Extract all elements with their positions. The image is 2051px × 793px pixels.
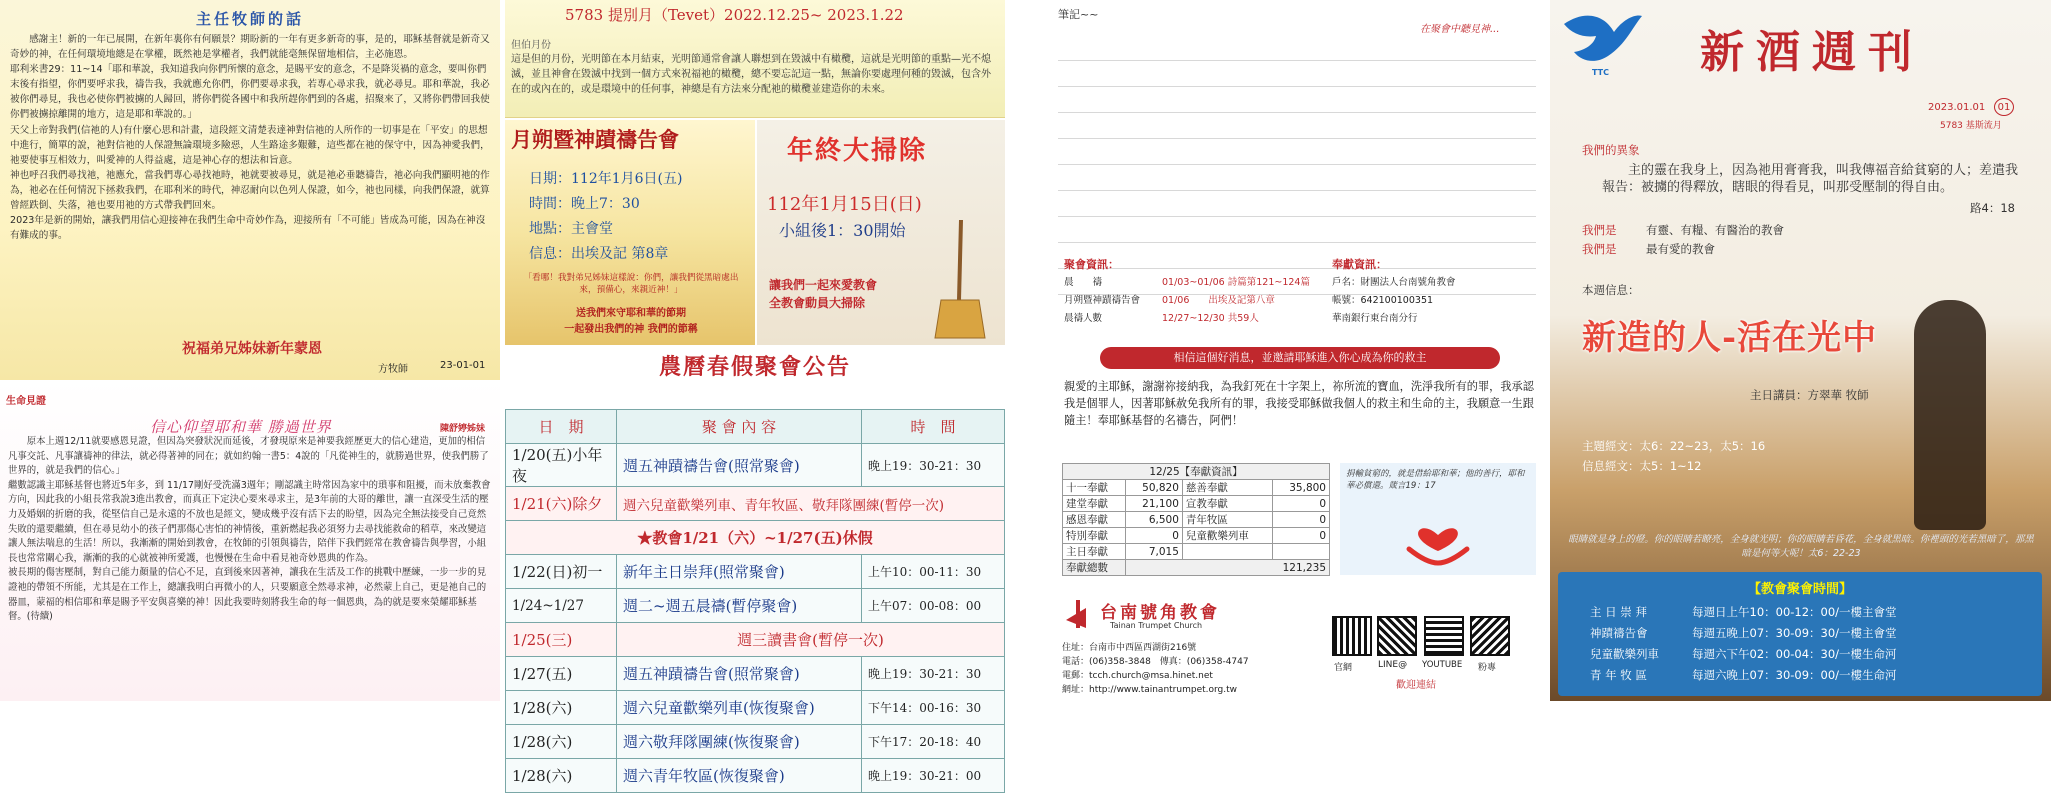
- row-time: 晚上19：30-21：00: [862, 759, 1005, 793]
- row-content: 週二~週五晨禱(暫停聚會): [617, 589, 862, 623]
- table-row: [506, 691, 1005, 725]
- we-are-text: 有靈、有糧、有醫治的教會: [1646, 223, 1784, 237]
- prayer-meeting-place: 地點：主會堂: [529, 221, 613, 237]
- qr-code-youtube[interactable]: [1424, 616, 1464, 656]
- we-are-label: 我們是: [1582, 242, 1617, 256]
- row-content: 週六兒童歡樂列車(恢復聚會): [617, 691, 862, 725]
- row-content: 週三讀書會(暫停一次): [617, 623, 1005, 657]
- pastor-message-title: 主任牧師的話: [195, 10, 304, 28]
- table-row: [1063, 544, 1330, 560]
- prayer-meeting-verse: 「看哪！我對弟兄姊妹這樣說：你們，讓我們從黑暗處出來，預備心，來親近神！」: [523, 273, 739, 295]
- church-name: 台南號角教會: [1100, 603, 1220, 623]
- offer-total-label: 奉獻總數: [1063, 560, 1126, 576]
- trumpet-logo-icon: [1062, 598, 1096, 632]
- row-date: 1/28(六): [506, 691, 617, 725]
- row-date: 1/21(六)除夕: [506, 487, 617, 521]
- lunar-month: 5783 基斯流月: [1940, 121, 2002, 131]
- offer-amount: 6,500: [1126, 512, 1183, 528]
- prayer-meeting-verse-2: 送我們來守耶和華的節期 一起發出我們的神 我們的節稱: [564, 308, 698, 335]
- account-number: 帳號：642100100351: [1332, 295, 1434, 306]
- table-row: [1063, 560, 1330, 576]
- qr-label: 官網: [1334, 663, 1353, 673]
- footer-verse: 眼睛就是身上的燈。你的眼睛若瞭亮，全身就光明；你的眼睛若昏花，全身就黑暗。你裡頭的光若黑暗了，那黑暗是何等大呢！太6：22-23: [1568, 534, 2034, 559]
- announcements-panel: [505, 0, 1005, 785]
- table-header-cell: 時 間: [862, 410, 1005, 444]
- table-row: [506, 657, 1005, 691]
- cover-panel: [1550, 0, 2051, 701]
- row-content: 週六兒童歡樂列車、青年牧區、敬拜隊團練(暫停一次): [617, 487, 1005, 521]
- gospel-banner: 相信這個好消息，並邀請耶穌進入你心成為你的救主: [1100, 347, 1500, 369]
- vision-label: 我們的異象: [1582, 143, 1640, 157]
- row-date: 1/28(六): [506, 725, 617, 759]
- row-content: 週六敬拜隊團練(恢復聚會): [617, 725, 862, 759]
- church-email: 電郵：tcch.church@msa.hinet.net: [1062, 671, 1213, 681]
- notes-label: 筆記~~: [1058, 8, 1099, 21]
- notes-slogan: 在聚會中聽見神...: [1420, 24, 1500, 35]
- testimony-label: 生命見證: [6, 396, 46, 407]
- preacher: 主日講員：方翠華 牧師: [1750, 388, 1869, 402]
- holiday-title: 農曆春假聚會公告: [658, 354, 851, 380]
- cleaning-title: 年終大掃除: [787, 136, 928, 166]
- prayer-meeting-time: 時間：晚上7：30: [529, 196, 640, 212]
- testimony-title: 信心仰望耶和華 勝過世界: [150, 418, 332, 436]
- offer-amount: 0: [1273, 528, 1330, 544]
- offer-amount: 0: [1126, 528, 1183, 544]
- offer-item: [1182, 544, 1273, 560]
- notes-info-panel: [1050, 0, 1555, 701]
- notes-lines[interactable]: [1058, 35, 1536, 295]
- table-row: [506, 623, 1005, 657]
- offer-item: 兒童歡樂列車: [1182, 528, 1273, 544]
- meeting-name: 晨禱人數: [1064, 313, 1103, 324]
- meeting-time-value: 每週日上午10：00-12：00/一樓主會堂: [1692, 605, 1897, 619]
- table-row: [506, 725, 1005, 759]
- meeting-times-title: 【教會聚會時間】: [1747, 582, 1852, 597]
- prayer-meeting-title: 月朔暨神蹟禱告會: [511, 127, 679, 152]
- table-header-cell: 日 期: [506, 410, 617, 444]
- heart-hands-icon: [1405, 505, 1471, 569]
- holiday-banner: ★教會1/21（六）~1/27(五)休假: [506, 521, 1005, 555]
- dove-logo-icon: [1558, 4, 1644, 76]
- offering-label: 奉獻資訊：: [1332, 258, 1387, 271]
- giving-verse: 捐輸貧窮的，就是借給耶和華；他的善行，耶和華必償還。箴言19：17: [1346, 469, 1525, 491]
- row-date: 1/24~1/27: [506, 589, 617, 623]
- row-date: 1/20(五)小年夜: [506, 444, 617, 487]
- welcome-link-label: 歡迎連結: [1396, 680, 1436, 691]
- offer-amount: 50,820: [1126, 480, 1183, 496]
- table-row: [1063, 480, 1330, 496]
- qr-label: LINE@: [1378, 660, 1408, 670]
- message-label: 本週信息：: [1582, 283, 1640, 297]
- row-date: 1/25(三): [506, 623, 617, 657]
- cleaning-date: 112年1月15日(日): [767, 194, 922, 215]
- meeting-info-label: 聚會資訊：: [1064, 258, 1119, 271]
- lunar-month-header: 5783 提別月（Tevet）2022.12.25~ 2023.1.22: [565, 6, 904, 24]
- prayer-meeting-date: 日期：112年1月6日(五): [529, 171, 683, 187]
- row-content: 週五神蹟禱告會(照常聚會): [617, 657, 862, 691]
- pastor-message-panel: [0, 0, 500, 380]
- row-time: 上午10：00-11：30: [862, 555, 1005, 589]
- offering-table: [1062, 463, 1330, 576]
- we-are-text: 最有愛的教會: [1646, 242, 1715, 256]
- testimony-body: 原本上週12/11就要感恩見證，但因為突發狀況而延後，才發現原來是神要我經歷更大的信心建造，更加的相信凡事交託、凡事讓禱神的律法，就必得著神的同在；就如約翰一書5：4說的「凡從神生的，就勝過世界，使我們勝了世界的，就是我們的信心。」 繼數認識主耶穌基督也將近5年多，到 11/17剛好受洗滿3週年；剛認識主時常因為家中的瑣事和阻擾，而未放棄教會方向，因此我的小組長常我說3進出教會，而真正下定決心要來尋求主，是3年前的大哥的離世，讓一直深受生活的壓力及婚姻的折磨的我，從堅信自己是永遠的不放也是經文，變成幾乎沒有活下去的盼望，因為完全無法接受自己竟然失敗的還要繼續，但在尋見幼小的孩子們那傷心害怕的神情後，重新燃起我必須努力去尋找能救命的稻草，來改變這讓人無法喘息的生活！所以，我漸漸的開始到教會，在牧師的引領與禱告，陪伴下我們經常在教會禱告與學習，小組長也常常關心我，漸漸的我的心就被神所愛護，也慢慢在生命中看見祂奇妙恩典的作為。 被長期的傷害壓制，對自己能力顏量的信心不足，直到後來因著神，讓我在生活及工作的挑戰中歷練，一步一步的見證祂的帶領不所能，尤其是在工作上，總讓我明白再微小的人，只要願意全然尋求神，必然蒙上自己，更是祂自己的器皿，蒙福的相信耶和華是賜予平安與喜樂的神！因此我要時刻將我生命的每一個恩典，為的就是要來榮耀耶穌基督。(待續): [8, 436, 491, 623]
- offer-item: 青年牧區: [1182, 512, 1273, 528]
- table-row: [506, 555, 1005, 589]
- meeting-value: 12/27~12/30 共59人: [1162, 313, 1259, 324]
- offer-amount: [1273, 544, 1330, 560]
- holiday-table-header: [506, 410, 1005, 444]
- church-address: 住址：台南市中西區西湖街216號: [1062, 643, 1197, 653]
- cleaning-call: 讓我們一起來愛教會 全教會動員大掃除: [769, 278, 878, 310]
- row-time: 下午14：00-16：30: [862, 691, 1005, 725]
- vision-reference: 路4：18: [1970, 201, 2015, 215]
- testimony-panel: [0, 380, 500, 701]
- meeting-value: 01/06 出埃及記第八章: [1162, 295, 1275, 306]
- meeting-time-name: 兒童歡樂列車: [1590, 647, 1659, 661]
- meeting-time-name: 神蹟禱告會: [1590, 626, 1648, 640]
- offer-total: 121,235: [1126, 560, 1330, 576]
- offer-amount: 35,800: [1273, 480, 1330, 496]
- bank-name: 華南銀行東台南分行: [1332, 313, 1418, 324]
- row-time: 下午17：20-18：40: [862, 725, 1005, 759]
- offer-amount: 0: [1273, 496, 1330, 512]
- meeting-name: 晨 禱: [1064, 277, 1103, 288]
- silhouette-figure: [1914, 300, 1986, 530]
- row-time: 晚上19：30-21：30: [862, 657, 1005, 691]
- offer-amount: 21,100: [1126, 496, 1183, 512]
- prayer-meeting-info: 信息：出埃及記 第8章: [529, 246, 669, 262]
- table-header-cell: 聚 會 內 容: [617, 410, 862, 444]
- table-row: [1063, 496, 1330, 512]
- qr-code-facebook[interactable]: [1470, 616, 1510, 656]
- qr-code-line[interactable]: [1377, 616, 1417, 656]
- salvation-prayer: 親愛的主耶穌，謝謝祢接納我，為我釘死在十字架上，祢所流的寶血，洗淨我所有的罪，我承認我是個罪人，因著耶穌赦免我所有的罪，我接受耶穌做我個人的救主和生命的主，我願意一生跟隨主！奉耶穌基督的名禱告，阿們！: [1064, 380, 1534, 427]
- offer-amount: 7,015: [1126, 544, 1183, 560]
- meeting-time-value: 每週六下午02：00-04：30/一樓生命河: [1692, 647, 1897, 661]
- lunar-month-text: 這是但的月份，光明節在本月結束，光明節通常會讓人聯想到在毀滅中有橄欖，這就是光明節的重點—光不熄滅，並且神會在毀滅中找到一個方式來祝福祂的橄欖，總不要忘記這一點，無論你要處理何種的毀滅，包含外在的或內在的，或是環境中的任何事，神總是有方法來分配祂的橄欖並建造你的未來。: [511, 54, 991, 95]
- table-row: [506, 589, 1005, 623]
- qr-label: 粉專: [1478, 663, 1497, 673]
- offering-table-title: 12/25【奉獻資訊】: [1063, 464, 1330, 480]
- meeting-time-name: 主 日 崇 拜: [1590, 605, 1647, 619]
- bulletin-date: 2023.01.01: [1928, 102, 1986, 113]
- signature-date: 23-01-01: [440, 360, 486, 371]
- qr-code-website[interactable]: [1332, 616, 1372, 656]
- church-phone: 電話：(06)358-3848 傳真：(06)358-4747: [1062, 657, 1249, 667]
- offer-item: 慈善奉獻: [1182, 480, 1273, 496]
- table-row: [506, 759, 1005, 793]
- row-content: 週五神蹟禱告會(照常聚會): [617, 444, 862, 487]
- row-content: 新年主日崇拜(照常聚會): [617, 555, 862, 589]
- broom-icon: [933, 220, 988, 340]
- church-name-en: Tainan Trumpet Church: [1110, 621, 1203, 630]
- we-are-label: 我們是: [1582, 223, 1617, 237]
- offer-item: 特別奉獻: [1063, 528, 1126, 544]
- offer-item: 感恩奉獻: [1063, 512, 1126, 528]
- testimony-author: 陳舒婷姊妹: [440, 424, 486, 434]
- cleaning-time: 小組後1：30開始: [779, 221, 906, 240]
- table-row: [1063, 512, 1330, 528]
- table-row: [1063, 528, 1330, 544]
- offer-item: 十一奉獻: [1063, 480, 1126, 496]
- row-date: 1/22(日)初一: [506, 555, 617, 589]
- church-website[interactable]: 網址：http://www.tainantrumpet.org.tw: [1062, 685, 1238, 695]
- table-row: [506, 487, 1005, 521]
- meeting-name: 月朔暨神蹟禱告會: [1064, 295, 1141, 306]
- row-content: 週六青年牧區(恢復聚會): [617, 759, 862, 793]
- sermon-title: 新造的人-活在光中: [1582, 318, 1878, 358]
- pastor-message-body: 感謝主！新的一年已展開，在新年裏你有何願景？期盼新的一年有更多新奇的事，是的，耶穌基督就是新奇又奇妙的神，在任何環境地總是在掌權，既然祂是掌權者，我們就能毫無保留地相信，主必施恩。 耶利米書29：11~14「耶和華說，我知道我向你們所懷的意念，是賜平安的意念，不是降災禍的意念，要叫你們末後有指望，你們要呼求我，禱告我，我就應允你們，你們要尋求我，若專心尋求我，就必尋見。耶和華說，我必被你們尋見，我也必使你們被擄的人歸回，將你們從各國中和我所趕你們到的各處，招聚來了，又將你們帶回我使你們被擄掠離開的地方，這是耶和華說的。」 天父上帝對我們(信祂的人)有什麼心思和計畫，這段經文清楚表達神對信祂的人所作的一切事是在「平安」的思想中進行，簡單的說，祂對信祂的人保證無論環境多險惡，人生路途多艱難，這些都在祂的保守中，因為神愛我們，祂要使事互相效力，叫愛神的人得益處，這是神心存的想法和旨意。 神也呼召我們尋找祂，祂應允，當我們專心尋找祂時，祂就要被尋見，就是祂必垂聽禱告，祂必向我們顯明祂的作為，祂必在任何情況下拯救我們，在耶利米的時代，神忍耐向以色列人保證，如今，祂也同樣，向我們保證，就算曾經跌倒、失落，祂也要用祂的方式帶我們回來。 2023年是新的開始，讓我們用信心迎接神在我們生命中奇妙作為，迎接所有「不可能」皆成為可能，因為在神沒有難成的事。: [10, 34, 490, 242]
- signature-name: 方牧師: [378, 364, 408, 375]
- meeting-value: 01/03~01/06 詩篇第121~124篇: [1162, 277, 1310, 288]
- qr-label: YOUTUBE: [1422, 660, 1463, 670]
- meeting-time-name: 青 年 牧 區: [1590, 668, 1647, 682]
- offer-amount: 0: [1273, 512, 1330, 528]
- row-date: 1/28(六): [506, 759, 617, 793]
- table-row: [506, 444, 1005, 487]
- row-time: 晚上19：30-21：30: [862, 444, 1005, 487]
- holiday-table: [505, 409, 1005, 793]
- offer-item: 建堂奉獻: [1063, 496, 1126, 512]
- meeting-time-value: 每週六晚上07：30-09：00/一樓生命河: [1692, 668, 1897, 682]
- row-date: 1/27(五): [506, 657, 617, 691]
- logo-label: TTC: [1592, 68, 1609, 77]
- theme-scripture: 主題經文：太6：22~23，太5：16: [1582, 439, 1766, 453]
- message-scripture: 信息經文：太5：1~12: [1582, 459, 1702, 473]
- bulletin-title: 新酒週刊: [1700, 27, 1924, 78]
- table-row: [506, 521, 1005, 555]
- meeting-time-value: 每週五晚上07：30-09：30/一樓主會堂: [1692, 626, 1897, 640]
- account-name: 戶名：財團法人台南號角教會: [1332, 277, 1456, 288]
- row-time: 上午07：00-08：00: [862, 589, 1005, 623]
- lunar-month-label: 但伯月份: [511, 40, 551, 51]
- offer-item: 主日奉獻: [1063, 544, 1126, 560]
- new-year-blessing: 祝福弟兄姊妹新年蒙恩: [182, 341, 322, 357]
- vision-text: 主的靈在我身上，因為祂用膏膏我，叫我傳福音給貧窮的人；差遣我報告：被擄的得釋放，瞎眼的得看見，叫那受壓制的得自由。: [1602, 163, 2019, 195]
- issue-badge: 01: [1994, 98, 2014, 116]
- offer-item: 宣教奉獻: [1182, 496, 1273, 512]
